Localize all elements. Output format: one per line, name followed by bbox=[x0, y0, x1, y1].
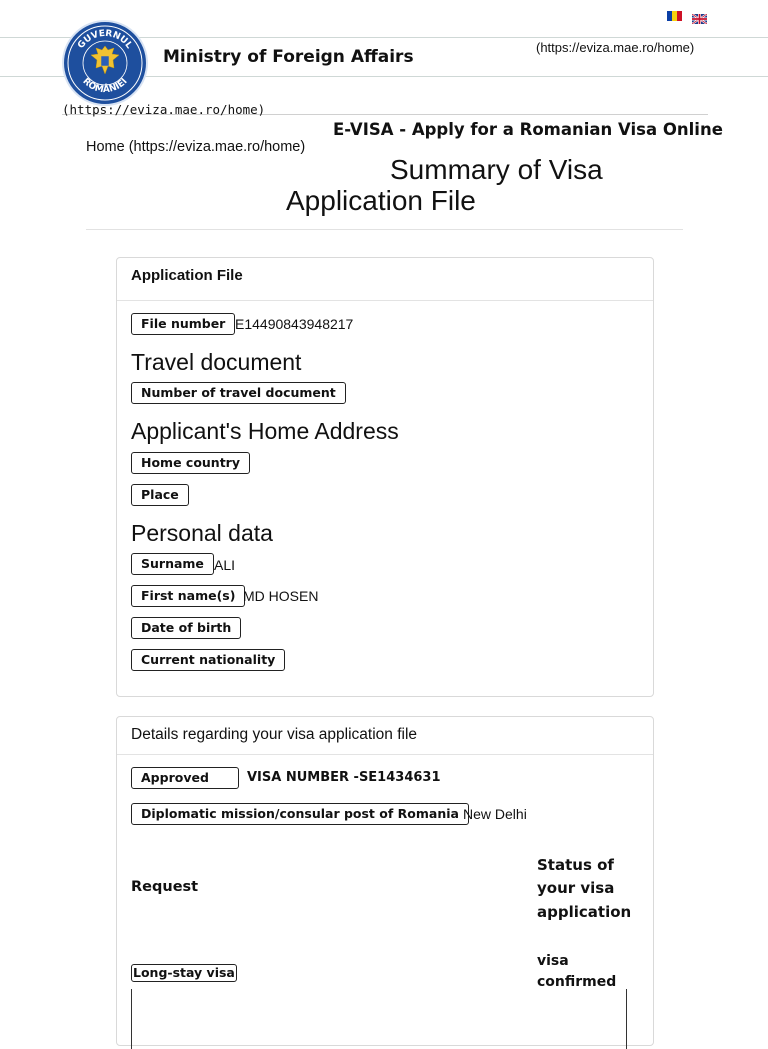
seal-text-top: GUVERNUL bbox=[76, 28, 134, 51]
table-right-border bbox=[626, 989, 627, 1049]
eagle-emblem-icon bbox=[91, 46, 119, 74]
application-file-heading: Application File bbox=[131, 267, 243, 284]
file-number-label: File number bbox=[131, 313, 235, 335]
home-link-below-logo[interactable]: (https://eviza.mae.ro/home) bbox=[62, 102, 266, 117]
visa-number: VISA NUMBER -SE1434631 bbox=[247, 770, 441, 785]
travel-document-heading: Travel document bbox=[131, 349, 302, 375]
travel-document-number-label: Number of travel document bbox=[131, 382, 346, 404]
home-address-heading: Applicant's Home Address bbox=[131, 418, 399, 444]
status-value-2: confirmed bbox=[537, 974, 617, 990]
breadcrumb-home-link[interactable]: Home (https://eviza.mae.ro/home) bbox=[86, 139, 306, 155]
request-type-label: Long-stay visa bbox=[133, 965, 235, 980]
details-heading: Details regarding your visa application file bbox=[131, 726, 418, 743]
status-value-1: visa bbox=[537, 953, 569, 969]
romanian-flag-icon[interactable] bbox=[667, 11, 682, 21]
home-link-top[interactable]: (https://eviza.mae.ro/home) bbox=[536, 40, 695, 55]
home-country-label: Home country bbox=[131, 452, 250, 474]
first-names-label: First name(s) bbox=[131, 585, 245, 607]
file-number-value: E14490843948217 bbox=[235, 316, 354, 332]
page-title-line-2: Application File bbox=[286, 185, 476, 216]
approved-status-badge: Approved bbox=[131, 767, 239, 789]
table-header-status-2: your visa bbox=[537, 879, 615, 897]
surname-value: ALI bbox=[214, 557, 236, 573]
evisa-title: E-VISA - Apply for a Romanian Visa Online bbox=[333, 120, 723, 139]
mission-value: New Delhi bbox=[463, 806, 527, 822]
application-file-panel bbox=[116, 257, 654, 697]
current-nationality-label: Current nationality bbox=[131, 649, 285, 671]
first-names-value: MD HOSEN bbox=[243, 588, 319, 604]
date-of-birth-label: Date of birth bbox=[131, 617, 241, 639]
table-header-status-1: Status of bbox=[537, 856, 614, 874]
page-title-line-1: Summary of Visa bbox=[390, 154, 603, 185]
mission-label: Diplomatic mission/consular post of Romania bbox=[131, 803, 469, 825]
personal-data-heading: Personal data bbox=[131, 520, 273, 546]
table-header-status-3: application bbox=[537, 903, 632, 921]
table-left-border bbox=[131, 989, 132, 1049]
panel-header-divider bbox=[117, 300, 653, 301]
government-seal-logo[interactable] bbox=[62, 20, 148, 106]
table-header-request: Request bbox=[131, 879, 199, 895]
details-header-divider bbox=[117, 754, 653, 755]
uk-flag-icon[interactable] bbox=[692, 11, 707, 21]
ministry-name[interactable]: Ministry of Foreign Affairs bbox=[163, 47, 414, 67]
place-label: Place bbox=[131, 484, 189, 506]
surname-label: Surname bbox=[131, 553, 214, 575]
seal-text-bottom: ROMÂNIEI bbox=[80, 76, 130, 96]
visa-details-panel bbox=[116, 716, 654, 1046]
svg-text:ROMÂNIEI bbox=[80, 77, 129, 96]
page-title-divider bbox=[86, 229, 683, 230]
